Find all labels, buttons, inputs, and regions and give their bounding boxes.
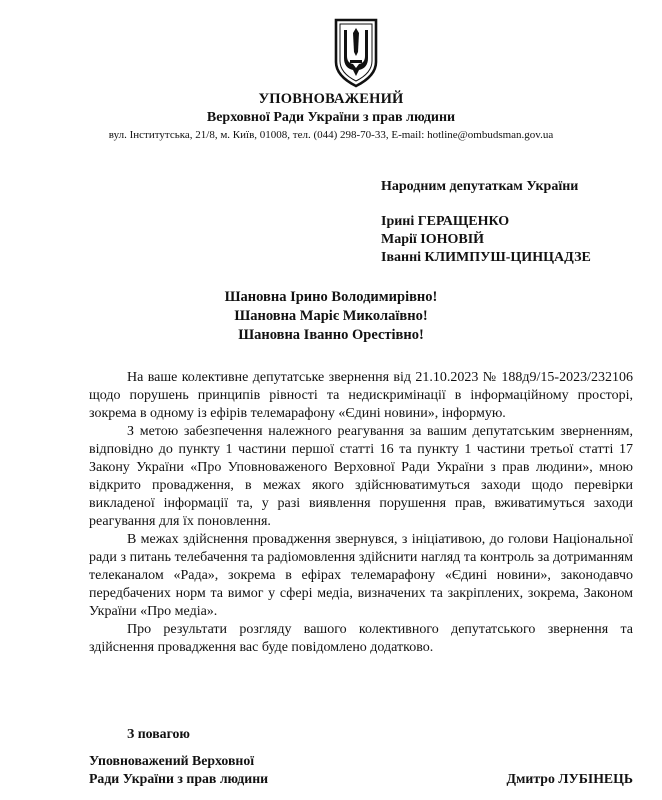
recipient-name: Марії ІОНОВІЙ (381, 232, 485, 247)
body-paragraph: З метою забезпечення належного реагування за вашим депутатським зверненням, відповідно до пункту 1 частини першої статті 16 та пункту 1 частини третьої статті 17 Закону України «Про Уповноваженого Верховної Ради України з прав людини», мною відкрито провадження, в межах якого здійснюватимуться заходи щодо перевірки викладеної інформації та, у разі виявлення порушення прав, вживатимуться заходи реагування для їх поновлення. (89, 424, 633, 529)
tryzub-emblem-icon (333, 16, 379, 88)
greetings-block (0, 288, 662, 345)
signature-block (89, 725, 633, 788)
recipients-block (381, 178, 591, 267)
recipient-group: Народним депутаткам України (381, 179, 579, 194)
greeting-line: Шановна Іванно Орестівно! (238, 327, 424, 343)
recipient-name: Іванні КЛИМПУШ-ЦИНЦАДЗЕ (381, 250, 591, 265)
body-paragraph: На ваше колективне депутатське звернення від 21.10.2023 № 188д9/15-2023/232106 щодо порушень принципів рівності та недискримінації в інформаційному просторі, зокрема в одному із ефірів телемарафону «Єдині новини», інформую. (89, 370, 633, 421)
greeting-line: Шановна Ірино Володимирівно! (224, 289, 438, 305)
greeting-line: Шановна Маріє Миколаївно! (234, 308, 428, 324)
letter-body (89, 369, 633, 657)
recipient-name: Ірині ГЕРАЩЕНКО (381, 214, 510, 229)
signature-name: Дмитро ЛУБІНЕЦЬ (506, 771, 633, 786)
sender-subtitle: Верховної Ради України з прав людини (206, 110, 456, 125)
body-paragraph: В межах здійснення провадження звернувся, з ініціативою, до голови Національної ради з питань телебачення та радіомовлення здійснити нагляд та контроль за дотриманням телеканалом «Рада», зокрема в ефірах телемарафону «Єдині новини», законодавчо передбачених норм та вимог у сфері медіа, визначених та закріплених, зокрема, Законом України «Про медіа». (89, 532, 633, 619)
sender-title: УПОВНОВАЖЕНИЙ (258, 91, 404, 107)
signature-position: Уповноважений Верховної (89, 753, 255, 768)
signature-regards: З повагою (127, 726, 190, 741)
signature-position: Ради України з прав людини (89, 771, 269, 786)
sender-address: вул. Інститутська, 21/8, м. Київ, 01008, тел. (044) 298-70-33, E-mail: hotline@ombudsman.gov.ua (108, 129, 554, 141)
body-paragraph: Про результати розгляду вашого колективного депутатського звернення та здійснення провадження вас буде повідомлено додатково. (89, 622, 633, 655)
